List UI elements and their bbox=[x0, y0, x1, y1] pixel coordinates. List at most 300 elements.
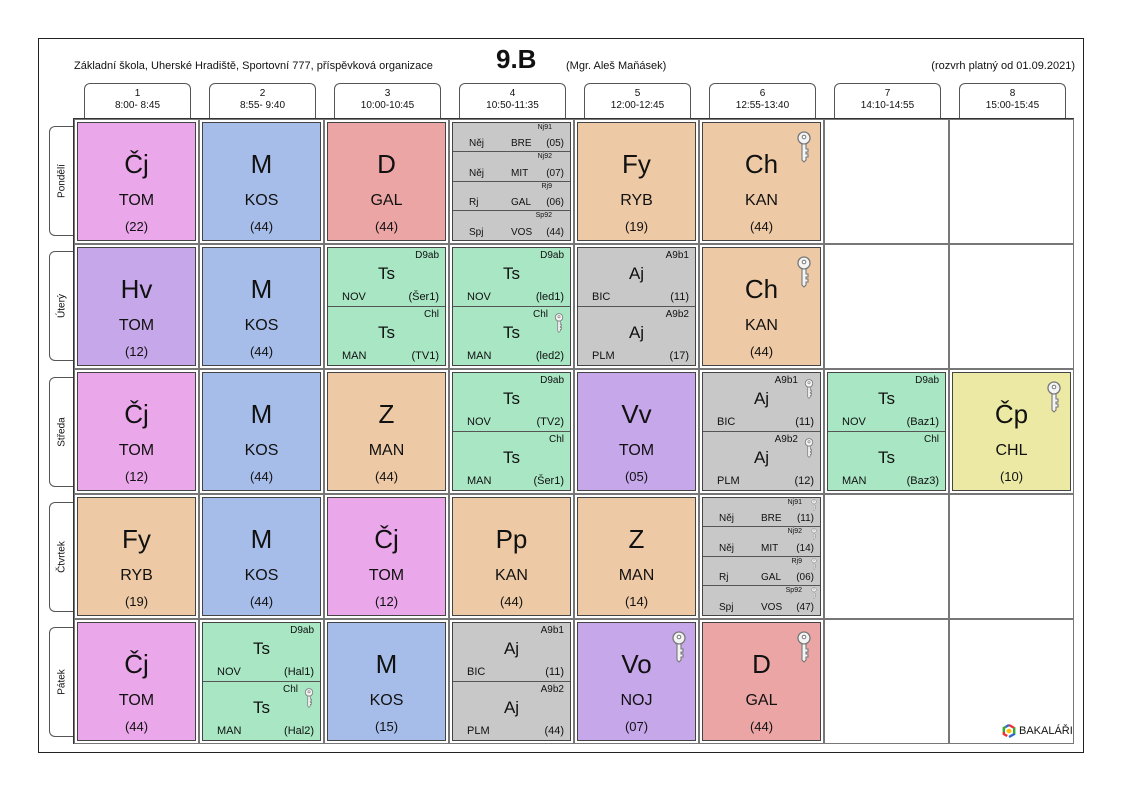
group-code: Rj9 bbox=[541, 182, 552, 190]
room-number: (44) bbox=[499, 594, 524, 609]
room-number: (05) bbox=[624, 469, 649, 484]
subject-code: M bbox=[375, 649, 398, 679]
day-header bbox=[49, 627, 73, 737]
lesson-card[interactable] bbox=[327, 372, 446, 491]
subject-code: Vv bbox=[621, 399, 652, 429]
key-icon bbox=[811, 558, 817, 570]
room-number: (Hal2) bbox=[284, 725, 314, 737]
lesson-group bbox=[328, 307, 445, 366]
timetable-cell bbox=[824, 494, 949, 619]
teacher-code: VOS bbox=[511, 227, 533, 238]
period-number: 1 bbox=[134, 88, 141, 99]
group-code: D9ab bbox=[540, 250, 564, 261]
subject-code: Aj bbox=[503, 639, 520, 658]
teacher-code: MAN bbox=[217, 725, 242, 737]
period-number: 6 bbox=[759, 88, 766, 99]
room-number: (44) bbox=[249, 469, 274, 484]
group-code: Chl bbox=[548, 433, 564, 445]
subject-code: Ch bbox=[744, 149, 779, 179]
room-number: (led1) bbox=[535, 290, 564, 303]
lesson-group bbox=[328, 248, 445, 307]
subject-code: Spj bbox=[719, 602, 734, 613]
timetable-cell bbox=[449, 244, 574, 369]
teacher-code: BRE bbox=[761, 513, 782, 525]
lesson-card[interactable] bbox=[327, 497, 446, 616]
period-number: 3 bbox=[384, 88, 391, 99]
subject-code: Ts bbox=[503, 447, 520, 467]
day-header bbox=[49, 377, 73, 487]
teacher-code: GAL bbox=[511, 196, 532, 208]
lesson-group bbox=[828, 432, 945, 491]
key-icon bbox=[804, 438, 814, 458]
teacher-code: TOM bbox=[118, 692, 155, 709]
subject-code: Rj bbox=[469, 196, 479, 208]
timetable-cell bbox=[199, 244, 324, 369]
key-icon bbox=[796, 131, 812, 163]
room-number: (44) bbox=[249, 219, 274, 234]
lesson-card[interactable] bbox=[702, 122, 821, 241]
room-number: (44) bbox=[374, 219, 399, 234]
timetable-cell bbox=[449, 494, 574, 619]
timetable-cell bbox=[574, 494, 699, 619]
period-time: 8:55- 9:40 bbox=[239, 100, 286, 111]
timetable-cell bbox=[324, 369, 449, 494]
room-number: (44) bbox=[749, 719, 774, 734]
period-number: 2 bbox=[259, 88, 266, 99]
timetable-cell bbox=[824, 369, 949, 494]
bakalari-logo-icon bbox=[1002, 724, 1016, 738]
teacher-code: PLM bbox=[467, 725, 490, 737]
group-code: Chl bbox=[532, 308, 548, 320]
lesson-card[interactable] bbox=[452, 247, 571, 366]
room-number: (47) bbox=[796, 602, 814, 613]
day-header bbox=[49, 251, 73, 361]
teacher-code: MAN bbox=[342, 350, 367, 362]
timetable-cell bbox=[574, 369, 699, 494]
lesson-card[interactable] bbox=[202, 247, 321, 366]
teacher-code: BIC bbox=[717, 415, 736, 428]
timetable-cell bbox=[199, 494, 324, 619]
key-icon bbox=[796, 256, 812, 288]
teacher-code: KOS bbox=[244, 317, 279, 334]
room-number: (07) bbox=[546, 167, 564, 179]
teacher-code: KAN bbox=[745, 317, 778, 334]
period-header bbox=[584, 83, 691, 118]
teacher-code: BRE bbox=[511, 138, 532, 150]
room-number: (Hal1) bbox=[284, 665, 314, 678]
lesson-group bbox=[703, 527, 820, 556]
subject-code: Aj bbox=[503, 697, 520, 717]
room-number: (Šer1) bbox=[408, 290, 439, 303]
group-code: Chl bbox=[282, 683, 298, 695]
subject-code: Ts bbox=[878, 447, 895, 467]
lesson-group bbox=[703, 557, 820, 586]
lesson-card[interactable] bbox=[452, 622, 571, 741]
lesson-group bbox=[703, 498, 820, 527]
teacher-code: BIC bbox=[467, 665, 486, 678]
room-number: (10) bbox=[999, 469, 1024, 484]
period-header bbox=[84, 83, 191, 118]
lesson-card[interactable] bbox=[202, 622, 321, 741]
group-code: Sp92 bbox=[535, 211, 552, 219]
teacher-code: TOM bbox=[118, 317, 155, 334]
teacher-code: KOS bbox=[369, 692, 404, 709]
room-number: (44) bbox=[749, 219, 774, 234]
room-number: (17) bbox=[669, 350, 689, 362]
subject-code: Čj bbox=[374, 524, 399, 554]
subject-code: D bbox=[377, 149, 396, 179]
lesson-group bbox=[578, 307, 695, 366]
lesson-card[interactable] bbox=[827, 372, 946, 491]
period-header bbox=[209, 83, 316, 118]
period-time: 15:00-15:45 bbox=[985, 100, 1040, 111]
day-header bbox=[49, 126, 73, 236]
lesson-card[interactable] bbox=[202, 497, 321, 616]
timetable-cell bbox=[74, 494, 199, 619]
period-header bbox=[959, 83, 1066, 118]
lesson-card[interactable] bbox=[202, 372, 321, 491]
group-code: A9b2 bbox=[540, 683, 564, 695]
room-number: (11) bbox=[670, 290, 689, 303]
period-header bbox=[459, 83, 566, 118]
teacher-code: NOV bbox=[842, 415, 866, 428]
key-icon bbox=[811, 587, 817, 599]
teacher-code: PLM bbox=[592, 350, 615, 362]
room-number: (19) bbox=[624, 219, 649, 234]
lesson-card[interactable] bbox=[77, 247, 196, 366]
period-time: 12:00-12:45 bbox=[610, 100, 665, 111]
lesson-card[interactable] bbox=[702, 372, 821, 491]
timetable-grid bbox=[73, 118, 1074, 744]
lesson-card[interactable] bbox=[77, 372, 196, 491]
lesson-card[interactable] bbox=[577, 497, 696, 616]
lesson-group bbox=[453, 682, 570, 741]
subject-code: Čj bbox=[124, 399, 149, 429]
lesson-card[interactable] bbox=[577, 622, 696, 741]
lesson-group bbox=[453, 152, 570, 181]
subject-code: Pp bbox=[495, 524, 528, 554]
key-icon bbox=[1046, 381, 1062, 413]
key-icon bbox=[671, 631, 687, 663]
subject-code: Rj bbox=[719, 571, 729, 583]
period-time: 10:00-10:45 bbox=[360, 100, 415, 111]
group-code: A9b2 bbox=[665, 308, 689, 320]
subject-code: M bbox=[250, 149, 273, 179]
timetable-cell bbox=[324, 244, 449, 369]
subject-code: Něj bbox=[719, 542, 735, 554]
day-label: Čtvrtek bbox=[56, 541, 67, 573]
group-code: Nj92 bbox=[537, 153, 552, 161]
lesson-card[interactable] bbox=[202, 122, 321, 241]
timetable-cell bbox=[74, 619, 199, 744]
subject-code: Aj bbox=[628, 322, 645, 342]
room-number: (44) bbox=[249, 594, 274, 609]
room-number: (14) bbox=[796, 542, 814, 554]
period-time: 8:00- 8:45 bbox=[114, 100, 161, 111]
subject-code: Ts bbox=[503, 389, 520, 408]
teacher-code: NOV bbox=[467, 290, 491, 303]
period-header bbox=[709, 83, 816, 118]
subject-code: D bbox=[752, 649, 771, 679]
teacher-code: RYB bbox=[620, 192, 653, 209]
teacher-code: MAN bbox=[618, 567, 655, 584]
subject-code: Čj bbox=[124, 649, 149, 679]
room-number: (19) bbox=[124, 594, 149, 609]
teacher-code: GAL bbox=[761, 571, 782, 583]
room-number: (Baz1) bbox=[906, 415, 939, 428]
lesson-group bbox=[453, 373, 570, 432]
teacher-code: MIT bbox=[511, 167, 529, 179]
lesson-group bbox=[828, 373, 945, 432]
teacher-code: VOS bbox=[761, 602, 783, 613]
group-code: Nj91 bbox=[787, 499, 802, 506]
period-time: 10:50-11:35 bbox=[486, 100, 539, 111]
teacher-code: MIT bbox=[761, 542, 779, 554]
teacher-code: RYB bbox=[120, 567, 153, 584]
subject-code: Fy bbox=[122, 524, 151, 554]
key-icon bbox=[811, 528, 817, 540]
key-icon bbox=[304, 688, 314, 708]
timetable-cell bbox=[699, 619, 824, 744]
lesson-group bbox=[453, 248, 570, 307]
room-number: (TV1) bbox=[411, 350, 439, 362]
teacher-code: GAL bbox=[745, 692, 778, 709]
subject-code: Fy bbox=[622, 149, 651, 179]
key-icon bbox=[811, 499, 817, 511]
lesson-card[interactable] bbox=[452, 372, 571, 491]
teacher-code: TOM bbox=[618, 442, 655, 459]
bakalari-logo bbox=[1002, 724, 1073, 738]
timetable-cell bbox=[74, 119, 199, 244]
teacher-code: NOJ bbox=[620, 692, 653, 709]
teacher-code: KOS bbox=[244, 567, 279, 584]
timetable-cell bbox=[199, 119, 324, 244]
period-number: 4 bbox=[509, 88, 516, 99]
timetable-cell bbox=[324, 619, 449, 744]
room-number: (11) bbox=[796, 513, 814, 525]
group-code: A9b2 bbox=[774, 433, 798, 445]
school-name: Základní škola, Uherské Hradiště, Sportovní 777, příspěvková organizace bbox=[74, 60, 433, 72]
valid-from: (rozvrh platný od 01.09.2021) bbox=[931, 60, 1075, 72]
timetable-cell bbox=[449, 369, 574, 494]
room-number: (44) bbox=[249, 344, 274, 359]
lesson-card[interactable] bbox=[77, 622, 196, 741]
key-icon bbox=[554, 313, 564, 333]
teacher-code: PLM bbox=[717, 475, 740, 487]
day-header bbox=[49, 502, 73, 612]
room-number: (44) bbox=[546, 227, 564, 238]
subject-code: Ts bbox=[878, 389, 895, 408]
timetable-cell bbox=[199, 619, 324, 744]
group-code: A9b1 bbox=[540, 625, 564, 636]
subject-code: Aj bbox=[628, 264, 645, 283]
class-teacher: (Mgr. Aleš Maňásek) bbox=[566, 60, 667, 72]
timetable-cell bbox=[824, 619, 949, 744]
room-number: (05) bbox=[546, 138, 564, 150]
room-number: (06) bbox=[796, 571, 814, 583]
timetable-cell bbox=[949, 119, 1074, 244]
bakalari-logo-text: BAKALÁŘI bbox=[1019, 724, 1073, 737]
room-number: (44) bbox=[124, 719, 149, 734]
lesson-group bbox=[453, 123, 570, 152]
subject-code: Z bbox=[628, 524, 645, 554]
room-number: (11) bbox=[795, 415, 814, 428]
room-number: (07) bbox=[624, 719, 649, 734]
group-code: Rj9 bbox=[791, 557, 802, 565]
subject-code: Něj bbox=[469, 138, 485, 150]
lesson-card[interactable] bbox=[327, 122, 446, 241]
class-name: 9.B bbox=[496, 44, 537, 74]
group-code: D9ab bbox=[540, 375, 564, 386]
day-label: Pátek bbox=[56, 669, 67, 695]
subject-code: Ch bbox=[744, 274, 779, 304]
subject-code: Aj bbox=[753, 389, 770, 408]
timetable-cell bbox=[449, 119, 574, 244]
subject-code: Hv bbox=[120, 274, 153, 304]
teacher-code: NOV bbox=[467, 415, 491, 428]
room-number: (Baz3) bbox=[906, 475, 939, 487]
teacher-code: CHL bbox=[995, 442, 1028, 459]
subject-code: Čp bbox=[994, 399, 1029, 429]
room-number: (06) bbox=[546, 196, 564, 208]
lesson-card[interactable] bbox=[77, 122, 196, 241]
teacher-code: NOV bbox=[217, 665, 241, 678]
lesson-group bbox=[453, 432, 570, 491]
period-number: 8 bbox=[1009, 88, 1016, 99]
subject-code: Ts bbox=[253, 639, 270, 658]
day-label: Pondělí bbox=[56, 164, 67, 198]
teacher-code: MAN bbox=[467, 350, 492, 362]
lesson-card[interactable] bbox=[702, 497, 821, 616]
group-code: A9b1 bbox=[774, 375, 798, 386]
lesson-card[interactable] bbox=[702, 622, 821, 741]
subject-code: Ts bbox=[503, 322, 520, 342]
room-number: (led2) bbox=[535, 350, 564, 362]
lesson-group bbox=[453, 307, 570, 366]
lesson-card[interactable] bbox=[327, 622, 446, 741]
group-code: Chl bbox=[923, 433, 939, 445]
teacher-code: MAN bbox=[842, 475, 867, 487]
teacher-code: KAN bbox=[495, 567, 528, 584]
timetable-cell bbox=[574, 619, 699, 744]
room-number: (12) bbox=[374, 594, 399, 609]
timetable-cell bbox=[324, 494, 449, 619]
period-header bbox=[334, 83, 441, 118]
lesson-group bbox=[453, 182, 570, 211]
group-code: D9ab bbox=[915, 375, 939, 386]
room-number: (14) bbox=[624, 594, 649, 609]
timetable-cell bbox=[574, 119, 699, 244]
subject-code: M bbox=[250, 524, 273, 554]
room-number: (44) bbox=[374, 469, 399, 484]
teacher-code: MAN bbox=[368, 442, 405, 459]
timetable-cell bbox=[699, 494, 824, 619]
room-number: (44) bbox=[544, 725, 564, 737]
group-code: D9ab bbox=[290, 625, 314, 636]
key-icon bbox=[804, 379, 814, 399]
group-code: Nj91 bbox=[537, 124, 552, 131]
day-label: Úterý bbox=[56, 294, 67, 318]
timetable-cell bbox=[949, 369, 1074, 494]
lesson-group bbox=[203, 623, 320, 682]
lesson-card[interactable] bbox=[452, 497, 571, 616]
key-icon bbox=[796, 631, 812, 663]
group-code: Chl bbox=[423, 308, 439, 320]
subject-code: Něj bbox=[719, 513, 735, 525]
subject-code: Ts bbox=[378, 264, 395, 283]
teacher-code: TOM bbox=[118, 192, 155, 209]
subject-code: Z bbox=[378, 399, 395, 429]
period-time: 14:10-14:55 bbox=[860, 100, 915, 111]
group-code: Nj92 bbox=[787, 528, 802, 536]
room-number: (12) bbox=[124, 469, 149, 484]
timetable-cell bbox=[949, 244, 1074, 369]
lesson-card[interactable] bbox=[577, 122, 696, 241]
day-label: Středa bbox=[56, 417, 67, 447]
room-number: (44) bbox=[749, 344, 774, 359]
subject-code: M bbox=[250, 274, 273, 304]
timetable-cell bbox=[74, 244, 199, 369]
subject-code: Ts bbox=[378, 322, 395, 342]
room-number: (15) bbox=[374, 719, 399, 734]
timetable-cell bbox=[324, 119, 449, 244]
group-code: Sp92 bbox=[785, 586, 802, 594]
lesson-card[interactable] bbox=[77, 497, 196, 616]
group-code: D9ab bbox=[415, 250, 439, 261]
group-code: A9b1 bbox=[665, 250, 689, 261]
lesson-group bbox=[703, 586, 820, 615]
timetable-cell bbox=[699, 244, 824, 369]
teacher-code: BIC bbox=[592, 290, 611, 303]
teacher-code: MAN bbox=[467, 475, 492, 487]
room-number: (TV2) bbox=[536, 415, 564, 428]
lesson-card[interactable] bbox=[452, 122, 571, 241]
subject-code: Ts bbox=[253, 697, 270, 717]
lesson-group bbox=[203, 682, 320, 741]
period-number: 5 bbox=[634, 88, 641, 99]
lesson-card[interactable] bbox=[577, 372, 696, 491]
room-number: (12) bbox=[124, 344, 149, 359]
lesson-card[interactable] bbox=[952, 372, 1071, 491]
timetable-cell bbox=[449, 619, 574, 744]
subject-code: Spj bbox=[469, 227, 484, 238]
subject-code: M bbox=[250, 399, 273, 429]
room-number: (11) bbox=[545, 665, 564, 678]
timetable-cell bbox=[699, 369, 824, 494]
timetable-cell bbox=[74, 369, 199, 494]
subject-code: Aj bbox=[753, 447, 770, 467]
timetable-cell bbox=[824, 119, 949, 244]
teacher-code: TOM bbox=[118, 442, 155, 459]
timetable-cell bbox=[949, 494, 1074, 619]
timetable-cell bbox=[699, 119, 824, 244]
room-number: (22) bbox=[124, 219, 149, 234]
lesson-group bbox=[703, 432, 820, 491]
subject-code: Vo bbox=[621, 649, 652, 679]
lesson-group bbox=[578, 248, 695, 307]
period-header bbox=[834, 83, 941, 118]
period-time: 12:55-13:40 bbox=[735, 100, 790, 111]
lesson-group bbox=[453, 623, 570, 682]
room-number: (12) bbox=[794, 475, 814, 487]
timetable-cell bbox=[824, 244, 949, 369]
teacher-code: KOS bbox=[244, 442, 279, 459]
timetable-cell bbox=[199, 369, 324, 494]
teacher-code: TOM bbox=[368, 567, 405, 584]
lesson-card[interactable] bbox=[702, 247, 821, 366]
lesson-card[interactable] bbox=[327, 247, 446, 366]
lesson-card[interactable] bbox=[577, 247, 696, 366]
